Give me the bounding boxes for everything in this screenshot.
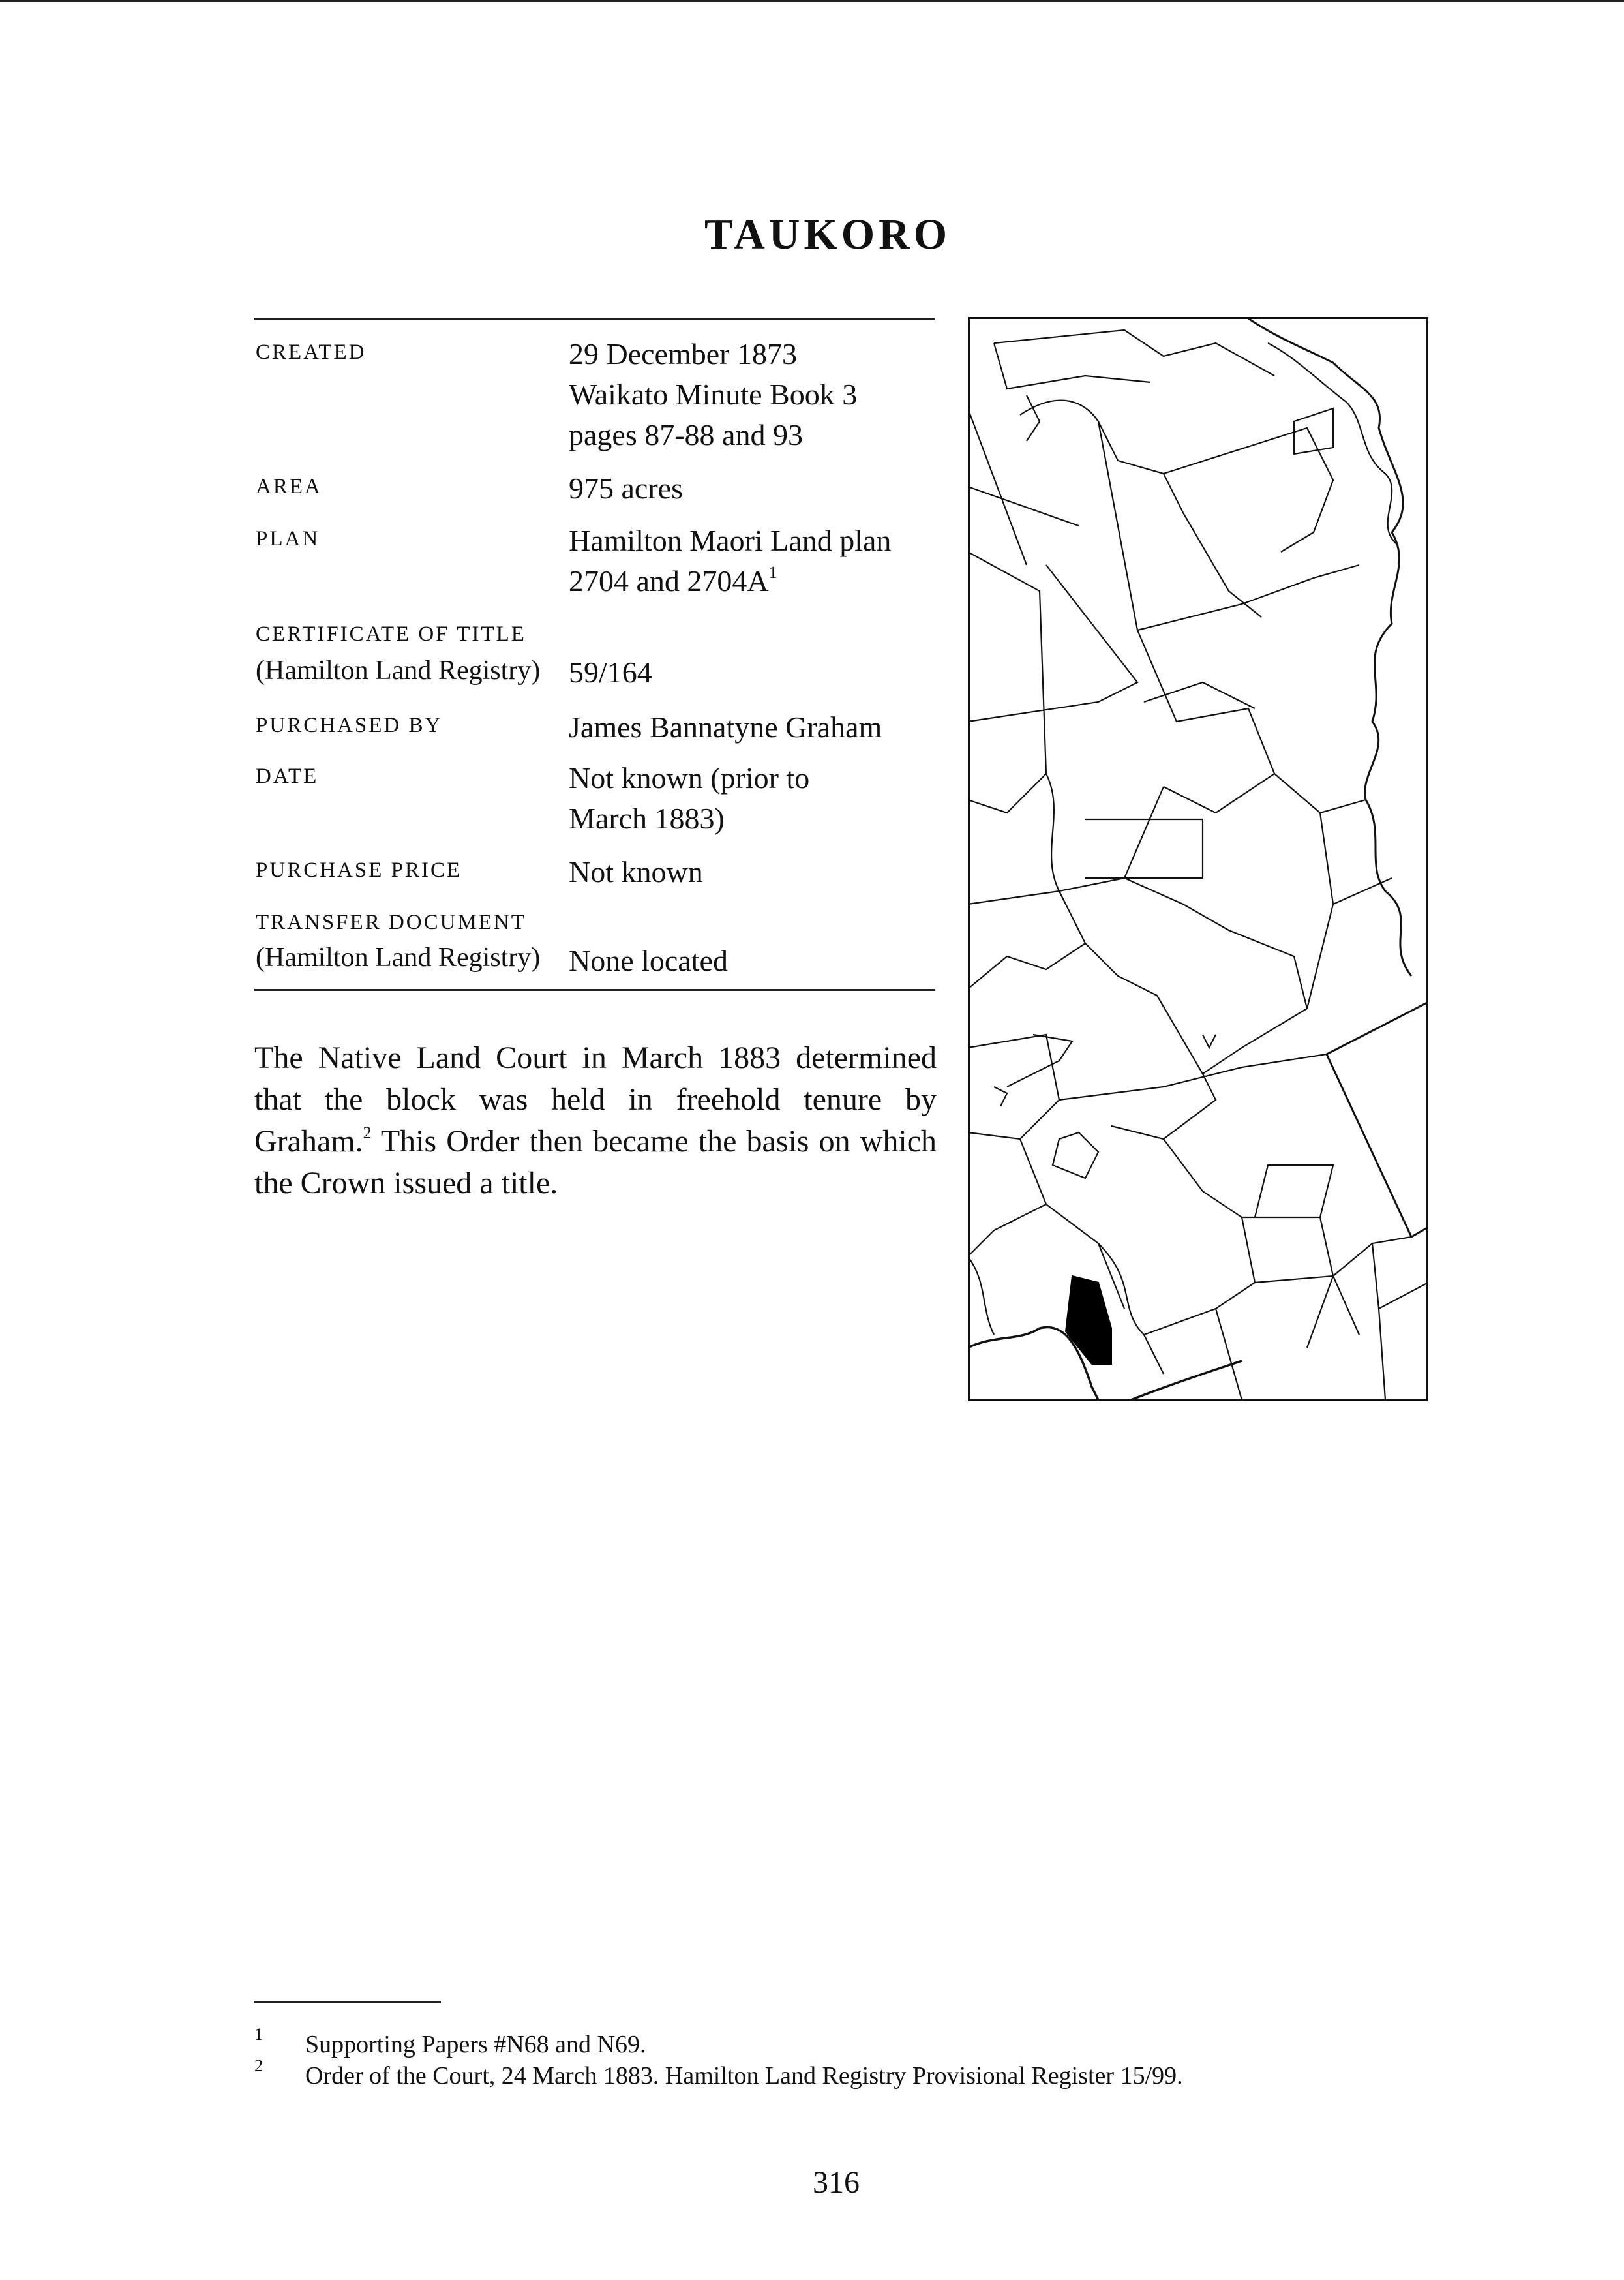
- date-line-2: March 1883): [569, 802, 725, 835]
- transfer-value: None located: [569, 944, 728, 977]
- created-label: CREATED: [256, 341, 367, 364]
- footnote-1-text: Supporting Papers #N68 and N69.: [305, 2031, 646, 2058]
- plan-line-1: Hamilton Maori Land plan: [569, 524, 892, 557]
- created-line-3: pages 87-88 and 93: [569, 418, 803, 451]
- cot-label: CERTIFICATE OF TITLE: [256, 622, 526, 646]
- page-title: TAUKORO: [704, 211, 952, 258]
- date-value: [569, 758, 809, 839]
- price-value: Not known: [569, 855, 703, 889]
- plan-line-2-text: 2704 and 2704A: [569, 564, 769, 598]
- created-line-2: Waikato Minute Book 3: [569, 378, 858, 411]
- area-label: AREA: [256, 475, 322, 498]
- body-text-1: The Native Land Court in March 1883 determined that the block was held in freehold tenure by Graham.: [254, 1041, 937, 1159]
- footnote-2-text: Order of the Court, 24 March 1883. Hamilton Land Registry Provisional Register 15/99.: [305, 2062, 1183, 2090]
- cot-value: 59/164: [569, 656, 652, 689]
- plan-label: PLAN: [256, 527, 320, 551]
- created-line-1: 29 December 1873: [569, 337, 797, 371]
- footnote-1-number: 1: [254, 2025, 263, 2044]
- footnote-rule: [254, 2001, 441, 2003]
- purchased-label: PURCHASED BY: [256, 714, 443, 737]
- body-text-2: This Order then became the basis on which the Crown issued a title.: [254, 1124, 937, 1200]
- page-number: 316: [813, 2165, 860, 2200]
- purchased-value: James Bannatyne Graham: [569, 710, 882, 744]
- top-border: [0, 0, 1624, 2]
- transfer-label: TRANSFER DOCUMENT: [256, 911, 526, 934]
- taukoro-block-shape: [1066, 1276, 1111, 1364]
- created-value: [569, 334, 857, 455]
- table-top-rule: [254, 318, 935, 320]
- footnote-2-number: 2: [254, 2056, 263, 2075]
- transfer-sublabel: (Hamilton Land Registry): [256, 943, 541, 973]
- area-value: 975 acres: [569, 472, 683, 505]
- date-label: DATE: [256, 765, 319, 788]
- price-label: PURCHASE PRICE: [256, 859, 462, 882]
- plan-line-2: [569, 561, 891, 601]
- plan-value: [569, 521, 891, 601]
- body-paragraph: [254, 1037, 937, 1204]
- table-bottom-rule: [254, 989, 935, 991]
- cot-sublabel: (Hamilton Land Registry): [256, 656, 541, 686]
- block-location-map: [968, 317, 1428, 1401]
- plan-footnote-ref[interactable]: 1: [768, 563, 777, 582]
- body-footnote-ref[interactable]: 2: [363, 1123, 372, 1142]
- date-line-1: Not known (prior to: [569, 761, 810, 795]
